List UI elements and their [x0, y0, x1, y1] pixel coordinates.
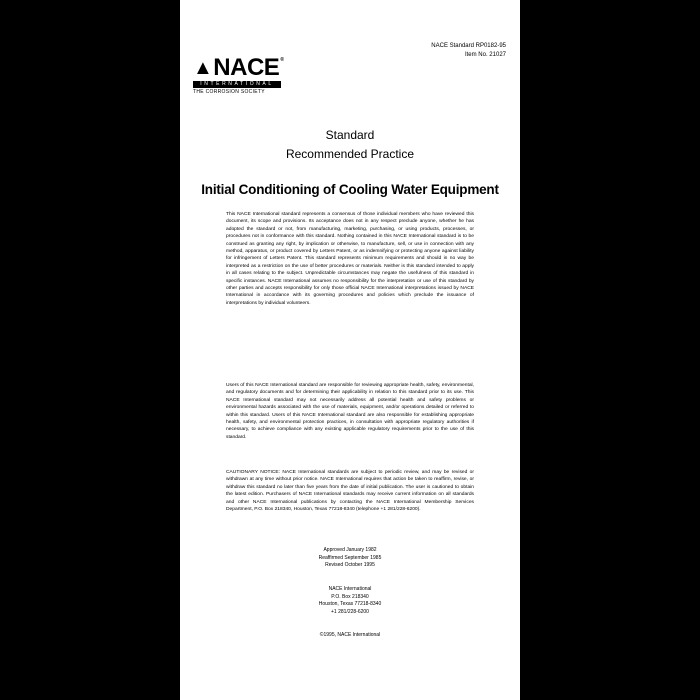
po-box: P.O. Box 218340 [331, 593, 369, 600]
publisher-name: NACE International [328, 586, 372, 592]
approved-date: Approved January 1982 [323, 547, 377, 553]
phone-number: +1 281/228-6200 [331, 608, 369, 615]
heading-standard: Standard [325, 128, 375, 142]
copyright-notice: ©1995, NACE International [319, 632, 381, 638]
revised-date: Revised October 1995 [325, 562, 375, 568]
document-title: Initial Conditioning of Cooling Water Equipment [201, 182, 499, 197]
registered-mark: ® [280, 57, 284, 63]
reaffirmed-date: Reaffirmed September 1985 [318, 554, 382, 561]
item-number: Item No. 21027 [464, 52, 506, 58]
triangle-icon: ▲ [193, 57, 213, 79]
logo-tagline: THE CORROSION SOCIETY [193, 89, 265, 95]
standard-number: NACE Standard RP0182-95 [431, 43, 506, 49]
logo-international-bar: INTERNATIONAL [193, 81, 281, 88]
nace-logo [193, 48, 293, 95]
city-line: Houston, Texas 77218-8340 [318, 601, 382, 607]
approval-dates [180, 547, 520, 570]
document-page [180, 0, 520, 700]
logo-wordmark [193, 48, 293, 80]
publisher-address [180, 586, 520, 616]
logo-word: NACE [213, 54, 280, 81]
users-responsibility-paragraph: Users of this NACE International standard are responsible for reviewing appropriate health, safety, environmental, and regulatory documents and for determining their applicability in relation to this standard prior to its use. This NACE International standard may not necessarily address all potential health and safety problems or environmental hazards associated with the use of materials, equipment, and/or operations detailed or referred to within this standard. Users of this NACE International standard are also responsible for establishing appropriate health, safety, and environmental protection practices, in consultation with appropriate regulatory authorities if necessary, to achieve compliance with any existing applicable regulatory requirements prior to the use of this standard. [226, 383, 474, 440]
consensus-paragraph: This NACE International standard represents a consensus of those individual members who have reviewed this document, its scope and provisions. Its acceptance does not in any respect preclude anyone, whether he has adopted the standard or not, from manufacturing, marketing, purchasing, or using products, processes, or procedures not in conformance with this standard. Nothing contained in this NACE International standard is to be construed as granting any right, by implication or otherwise, to manufacture, sell, or use in connection with any method, apparatus, or product covered by Letters Patent, or as indemnifying or protecting anyone against liability for infringement of Letters Patent. This standard represents minimum requirements and should in no way be interpreted as a restriction on the use of better procedures or materials. Neither is this standard intended to apply in all cases relating to the subject. Unpredictable circumstances may negate the usefulness of this standard in specific instances. NACE International assumes no responsibility for the interpretation or use of this standard by other parties and accepts responsibility for only those official NACE International interpretations issued by NACE International in accordance with its governing procedures and policies which preclude the issuance of interpretations by individual volunteers. [226, 212, 474, 306]
standard-identifier [431, 42, 506, 60]
heading-recommended-practice: Recommended Practice [285, 147, 415, 161]
cautionary-notice-paragraph: CAUTIONARY NOTICE: NACE International standards are subject to periodic review, and may be revised or withdrawn at any time without prior notice. NACE International requires that action be taken to reaffirm, revise, or withdraw this standard no later than five years from the date of initial publication. The user is cautioned to obtain the latest edition. Purchasers of NACE International standards may receive current information on all standards and other NACE International publications by contacting the NACE International Membership Services Department, P.O. Box 218340, Houston, Texas 77218-8340 (telephone +1 281/228-6200). [226, 470, 474, 513]
